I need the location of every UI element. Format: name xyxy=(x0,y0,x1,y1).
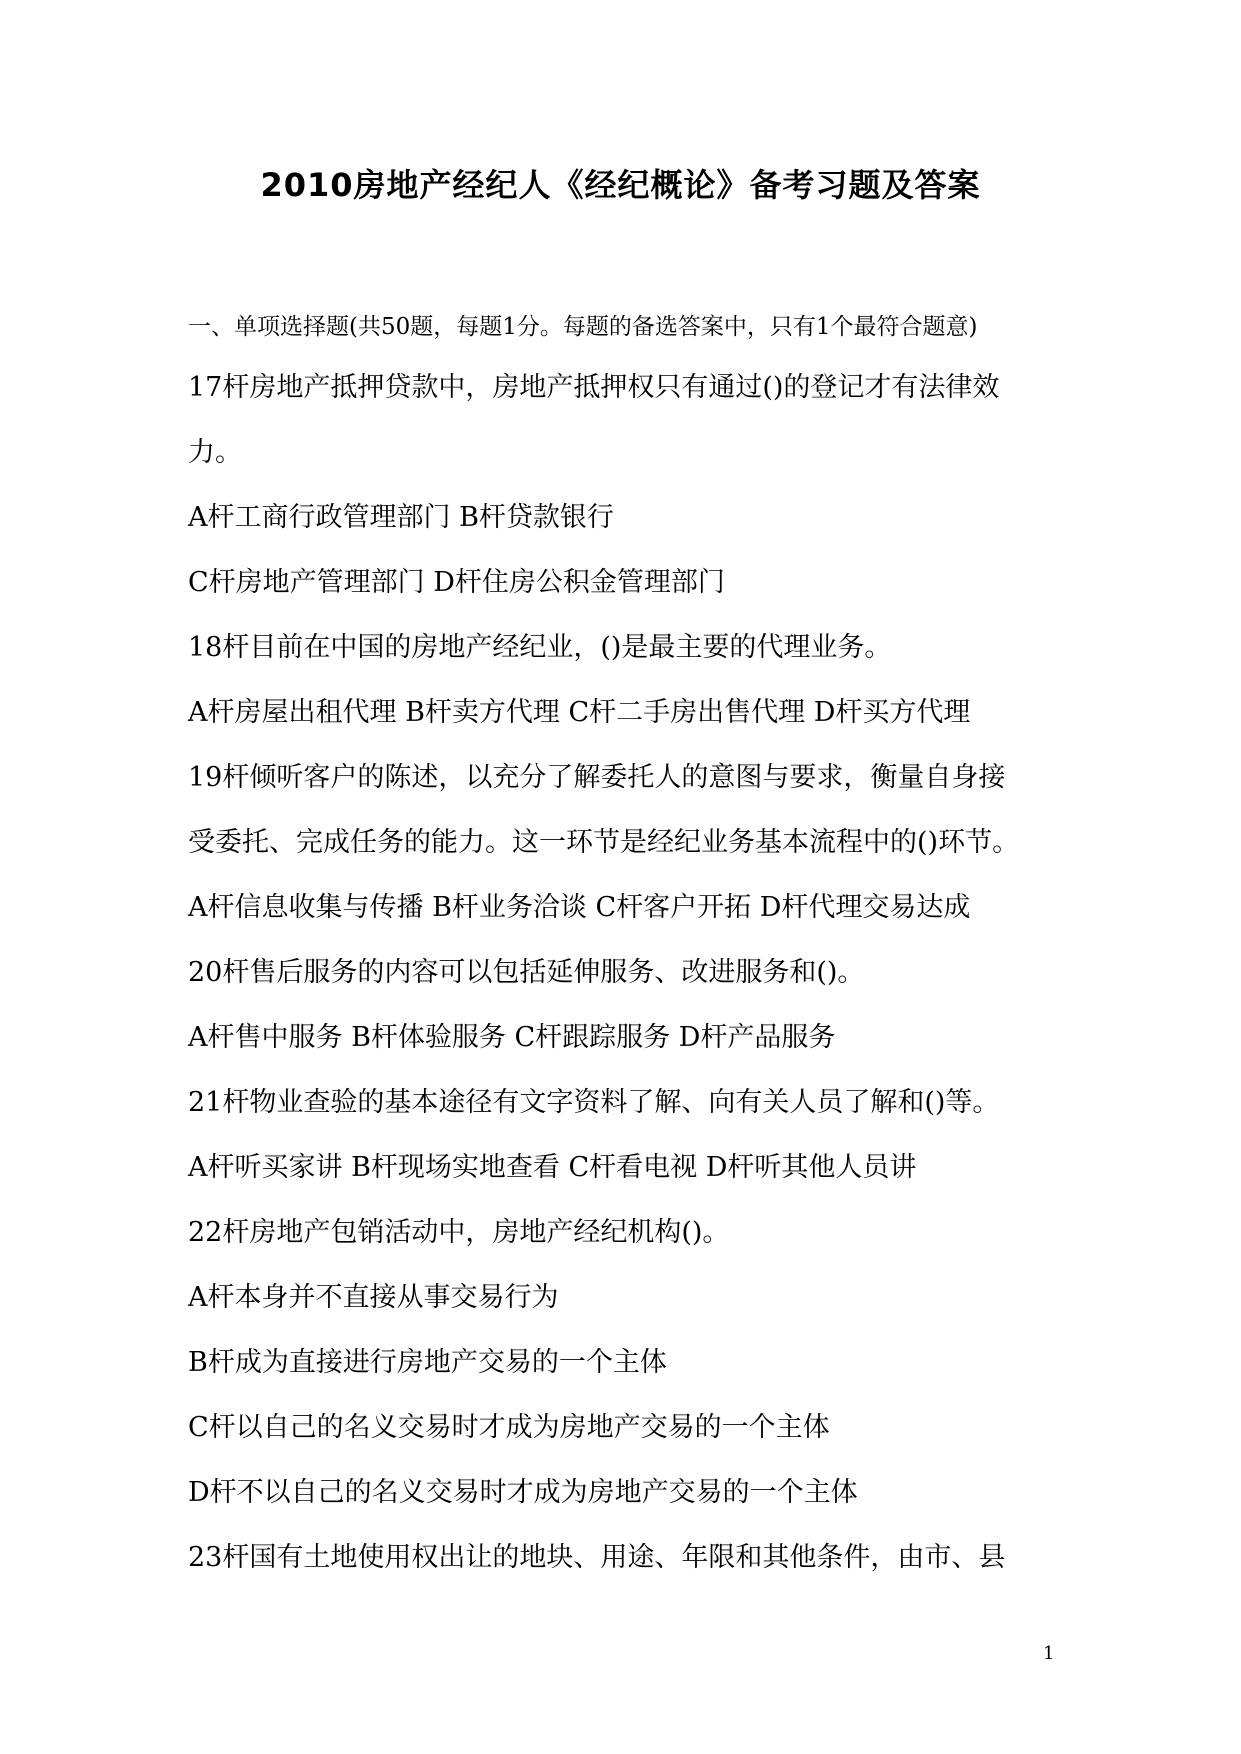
text-line: 18杆目前在中国的房地产经纪业，()是最主要的代理业务。 xyxy=(188,632,892,663)
text-line: 23杆国有土地使用权出让的地块、用途、年限和其他条件，由市、县 xyxy=(188,1542,1006,1573)
text-line: A杆工商行政管理部门 B杆贷款银行 xyxy=(188,502,614,533)
text-line: A杆售中服务 B杆体验服务 C杆跟踪服务 D杆产品服务 xyxy=(188,1022,836,1053)
document-title: 2010房地产经纪人《经纪概论》备考习题及答案 xyxy=(260,166,981,204)
text-line: 力。 xyxy=(188,437,242,468)
text-line: 21杆物业查验的基本途径有文字资料了解、向有关人员了解和()等。 xyxy=(188,1087,1000,1118)
text-line: A杆本身并不直接从事交易行为 xyxy=(188,1282,559,1313)
text-line: D杆不以自己的名义交易时才成为房地产交易的一个主体 xyxy=(188,1477,858,1508)
section-heading: 一、单项选择题(共50题，每题1分。每题的备选答案中，只有1个最符合题意) xyxy=(188,314,978,340)
text-line: 22杆房地产包销活动中，房地产经纪机构()。 xyxy=(188,1217,730,1248)
text-line: A杆信息收集与传播 B杆业务洽谈 C杆客户开拓 D杆代理交易达成 xyxy=(188,892,971,923)
question-body xyxy=(188,355,1068,1590)
text-line: C杆房地产管理部门 D杆住房公积金管理部门 xyxy=(188,567,725,598)
page-number: 1 xyxy=(1043,1643,1055,1664)
text-line: A杆房屋出租代理 B杆卖方代理 C杆二手房出售代理 D杆买方代理 xyxy=(188,697,971,728)
text-line: C杆以自己的名义交易时才成为房地产交易的一个主体 xyxy=(188,1412,830,1443)
text-line: 17杆房地产抵押贷款中，房地产抵押权只有通过()的登记才有法律效 xyxy=(188,372,1000,403)
text-line: 20杆售后服务的内容可以包括延伸服务、改进服务和()。 xyxy=(188,957,865,988)
text-line: B杆成为直接进行房地产交易的一个主体 xyxy=(188,1347,667,1378)
text-line: 19杆倾听客户的陈述，以充分了解委托人的意图与要求，衡量自身接 xyxy=(188,762,1006,793)
text-line: A杆听买家讲 B杆现场实地查看 C杆看电视 D杆听其他人员讲 xyxy=(188,1152,917,1183)
text-line: 受委托、完成任务的能力。这一环节是经纪业务基本流程中的()环节。 xyxy=(188,827,1020,858)
